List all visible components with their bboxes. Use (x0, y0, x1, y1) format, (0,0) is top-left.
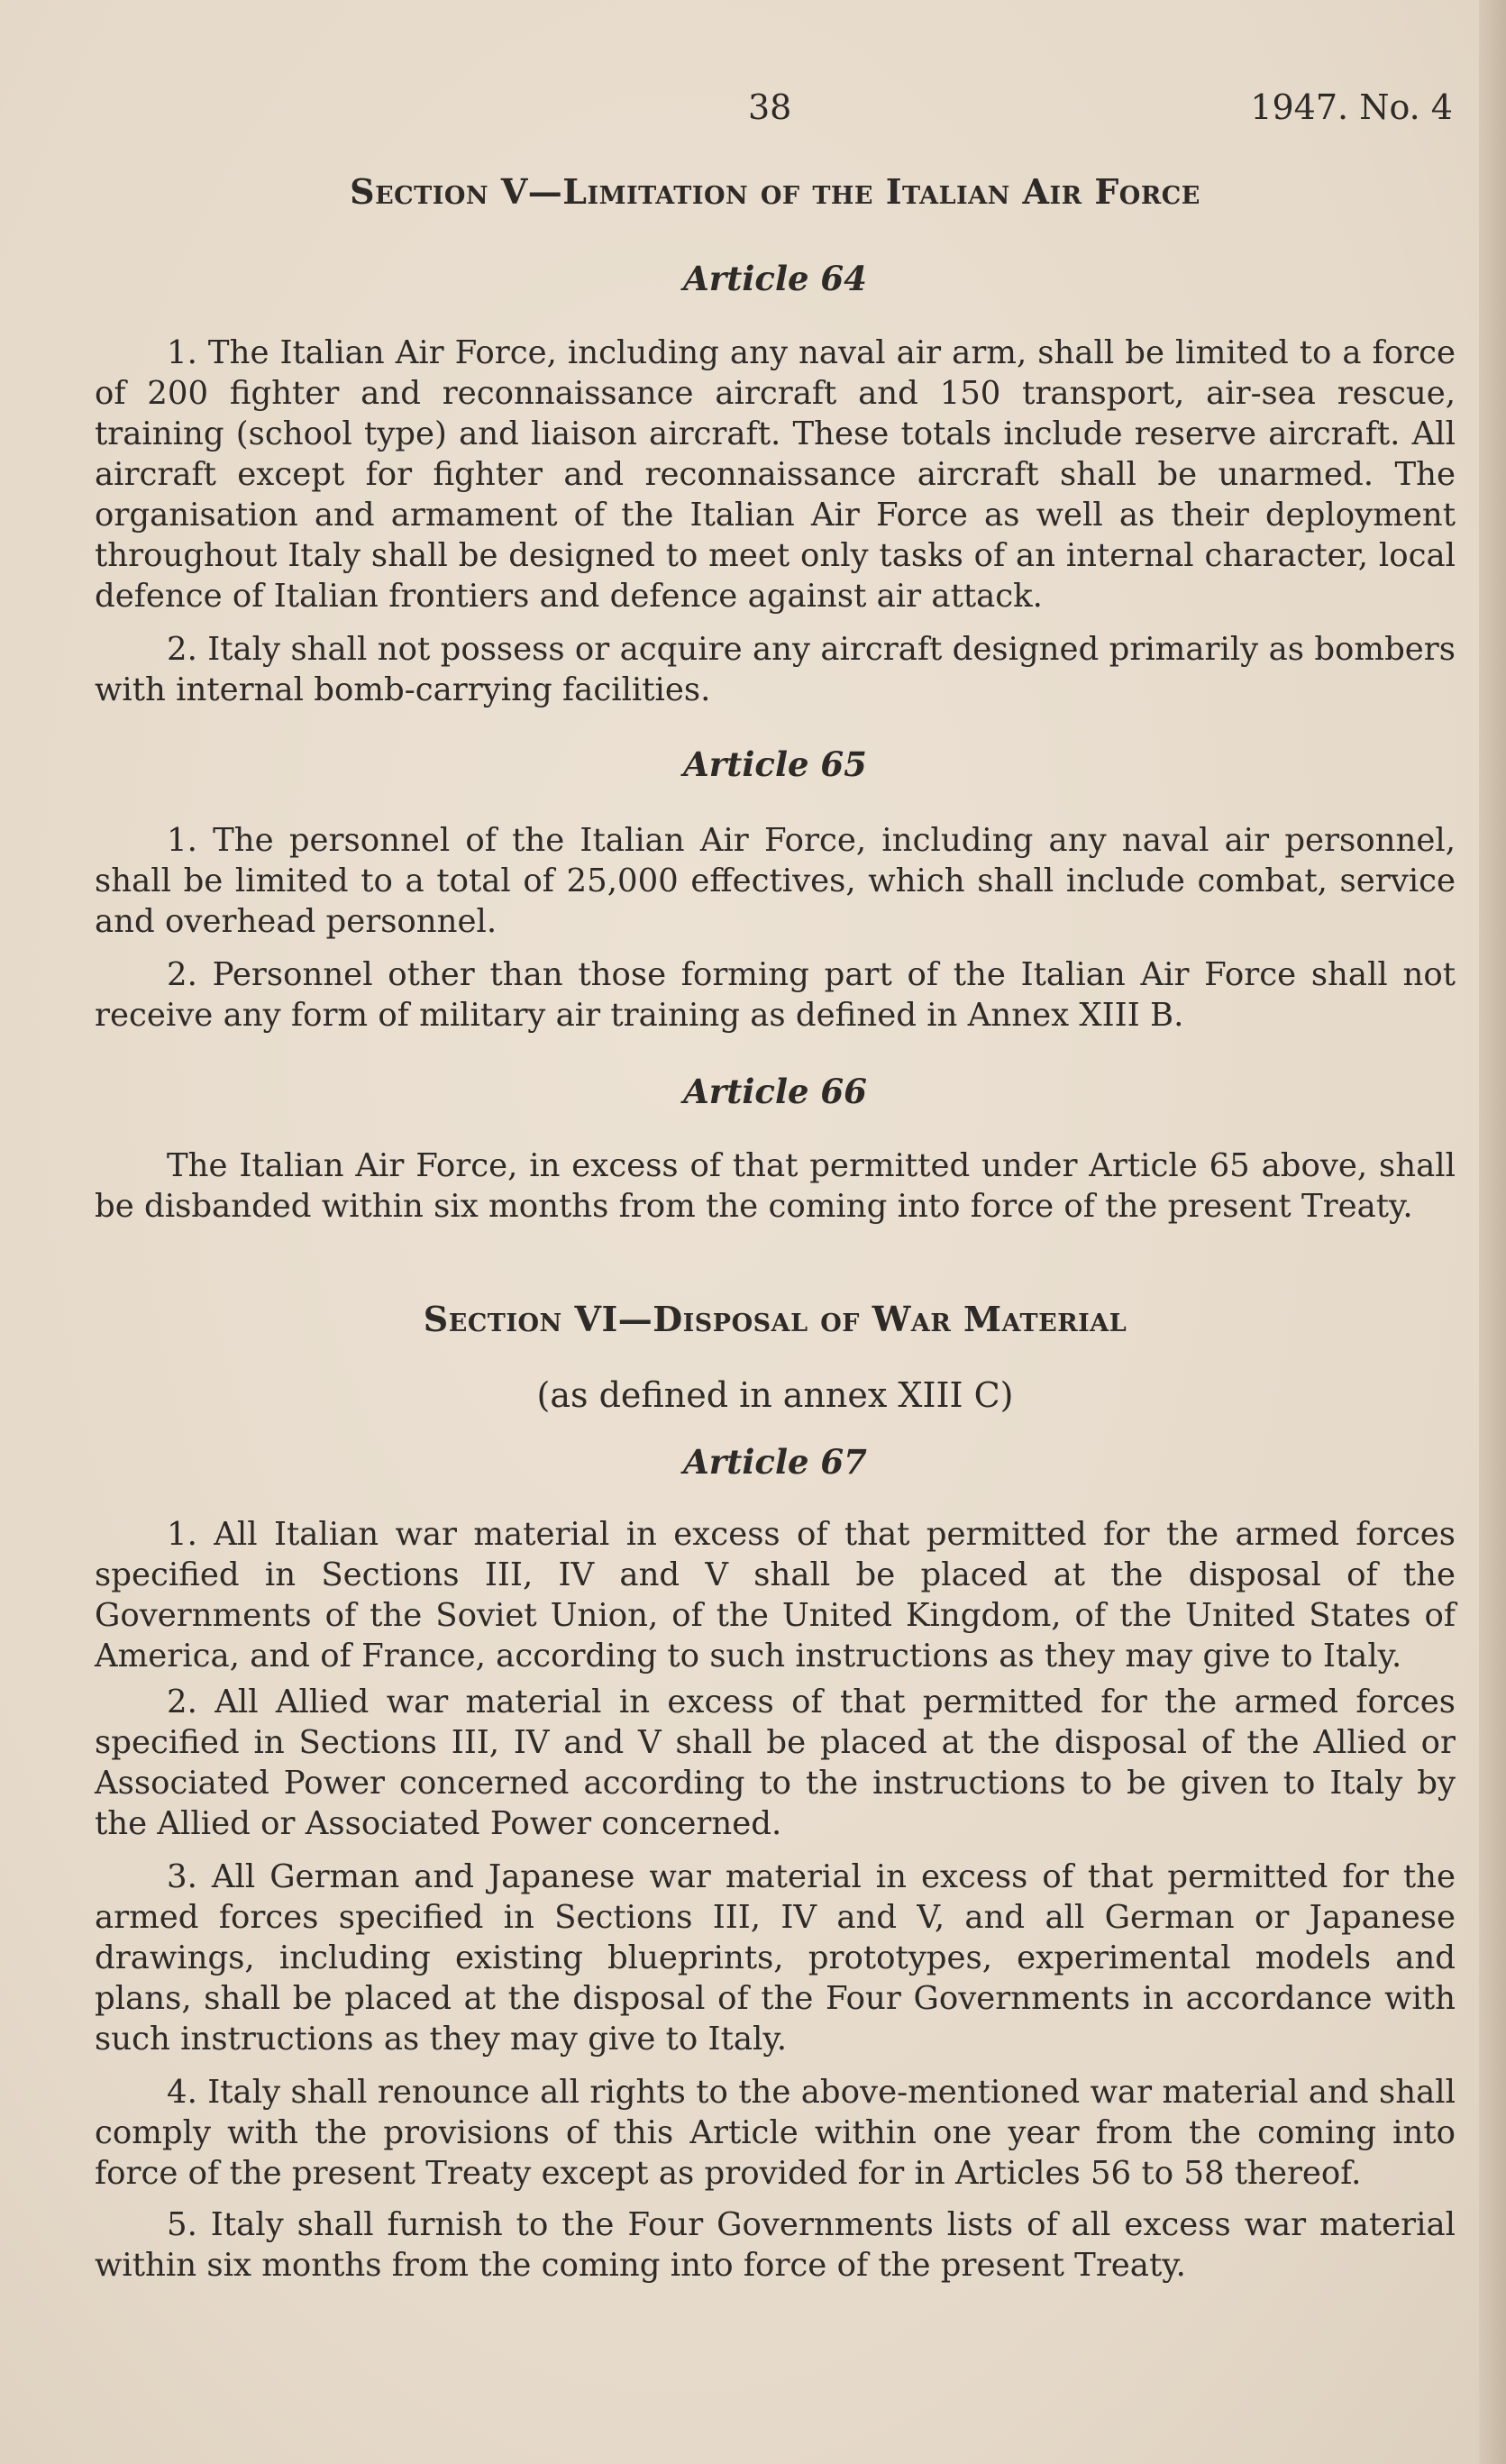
section-vi-subtitle: (as defined in annex XIII C) (536, 1375, 1014, 1415)
section-vi-title: Section VI—Disposal of War Material (423, 1299, 1127, 1339)
article-67-paragraph-1: 1. All Italian war material in excess of that permitted for the armed forces specified in Sections III, IV and V shall be placed at the disposal of the Governments of the Soviet Union, of the United Kingdom, of the United States of America, and of France, according to such instructions as they may give to Italy. (95, 1516, 1456, 1675)
article-66-paragraph: The Italian Air Force, in excess of that permitted under Article 65 above, shall be disbanded within six months from the coming into force of the present Treaty. (95, 1147, 1456, 1225)
article-65-paragraph-1: 1. The personnel of the Italian Air Force, including any naval air personnel, shall be limited to a total of 25,000 effectives, which shall include combat, service and overhead personnel. (95, 822, 1456, 940)
section-v-title: Section V—Limitation of the Italian Air Force (350, 171, 1200, 212)
article-64-paragraph-2: 2. Italy shall not possess or acquire any aircraft designed primarily as bombers with internal bomb-carrying facilities. (95, 631, 1456, 708)
article-65-title: Article 65 (683, 744, 867, 784)
article-67-title: Article 67 (683, 1442, 867, 1482)
article-67-paragraph-5: 5. Italy shall furnish to the Four Governments lists of all excess war material within six months from the coming into force of the present Treaty. (95, 2206, 1456, 2284)
book-spine-edge (1479, 0, 1506, 2464)
article-65-paragraph-2: 2. Personnel other than those forming part of the Italian Air Force shall not receive any form of military air training as defined in Annex XIII B. (95, 956, 1456, 1034)
document-reference: 1947. No. 4 (1250, 87, 1453, 127)
article-67-paragraph-4: 4. Italy shall renounce all rights to the above-mentioned war material and shall comply with the provisions of this Article within one year from the coming into force of the present Treaty except as provided for in Articles 56 to 58 thereof. (95, 2074, 1456, 2192)
article-64-paragraph-1: 1. The Italian Air Force, including any naval air arm, shall be limited to a force of 200 fighter and reconnaissance aircraft and 150 transport, air-sea rescue, training (school type) and liaison aircraft. These totals include reserve aircraft. All aircraft except for fighter and reconnaissance aircraft shall be unarmed. The organisation and armament of the Italian Air Force as well as their deployment throughout Italy shall be designed to meet only tasks of an internal character, local defence of Italian frontiers and defence against air attack. (95, 334, 1456, 615)
page-number: 38 (748, 87, 792, 127)
page-header (0, 87, 1478, 141)
article-67-paragraph-3: 3. All German and Japanese war material in excess of that permitted for the armed forces specified in Sections III, IV and V, and all German or Japanese drawings, including existing blueprints, prototypes, experimental models and plans, shall be placed at the disposal of the Four Governments in accordance with such instructions as they may give to Italy. (95, 1858, 1456, 2058)
article-66-title: Article 66 (683, 1072, 867, 1111)
page-body (95, 162, 1456, 2286)
article-64-title: Article 64 (683, 259, 867, 298)
article-67-paragraph-2: 2. All Allied war material in excess of that permitted for the armed forces specified in Sections III, IV and V shall be placed at the disposal of the Allied or Associated Power concerned according to the instructions to be given to Italy by the Allied or Associated Power concerned. (95, 1684, 1456, 1842)
